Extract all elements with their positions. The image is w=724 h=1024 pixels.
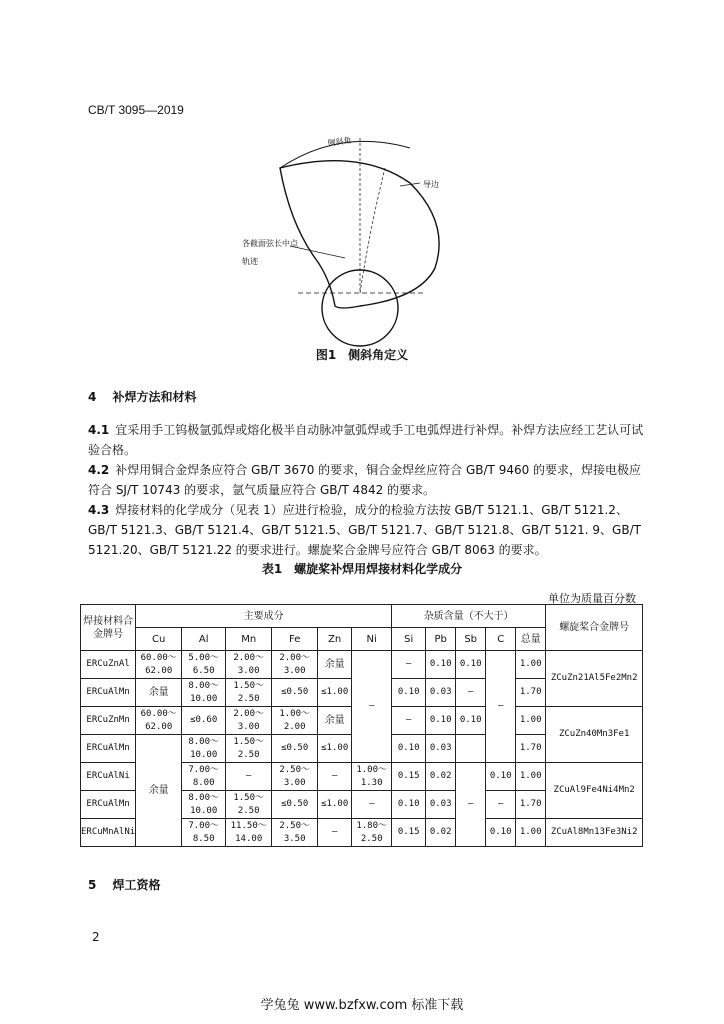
table-cell: 0.10 (392, 791, 426, 819)
table-cell: 0.10 (426, 707, 456, 735)
table-cell: 11.50～14.00 (226, 819, 272, 847)
table-cell: 1.00 (516, 819, 546, 847)
table-cell: 余量 (136, 735, 182, 847)
clause-4-2-text: 补焊用铜合金焊条应符合 GB/T 3670 的要求，铜合金焊丝应符合 GB/T 9460 的要求，焊接电极应符合 SJ/T 10743 的要求，氩气质量应符合 GB/T 4842 的要求。 (88, 463, 642, 497)
col-cu: Cu (136, 628, 182, 651)
table-cell: 0.15 (392, 819, 426, 847)
table-cell: 8.00～10.00 (182, 679, 226, 707)
col-zn: Zn (318, 628, 352, 651)
col-pb: Pb (426, 628, 456, 651)
table-cell: 1.70 (516, 735, 546, 763)
table-caption: 表1 螺旋桨补焊用焊接材料化学成分 (261, 562, 463, 576)
table-cell: ≤1.00 (318, 679, 352, 707)
table-cell: 1.50～2.50 (226, 735, 272, 763)
table-cell: ZCuAl8Mn13Fe3Ni2 (546, 819, 643, 847)
table-cell: — (392, 651, 426, 679)
table-row (81, 651, 643, 679)
label-trajectory-line2: 轨迹 (242, 257, 258, 266)
table-cell: 2.50～3.00 (272, 763, 318, 791)
section-4-number: 4 (88, 390, 97, 404)
table-cell: 2.00～3.00 (226, 651, 272, 679)
chemical-composition-table (80, 604, 643, 847)
table-cell: ERCuAlMn (81, 735, 136, 763)
table-cell: 0.02 (426, 763, 456, 791)
table-cell: ZCuZn21Al5Fe2Mn2 (546, 651, 643, 707)
hub-circle (322, 270, 398, 346)
clause-4-3 (88, 500, 648, 560)
clause-4-1-number: 4.1 (88, 423, 110, 437)
clause-4-2-number: 4.2 (88, 463, 110, 477)
table-cell: ERCuAlMn (81, 679, 136, 707)
table-cell: ERCuAlNi (81, 763, 136, 791)
skew-angle-figure (220, 128, 460, 360)
table-cell: ≤1.00 (318, 735, 352, 763)
table-cell: — (486, 791, 516, 819)
table-cell: ≤0.50 (272, 791, 318, 819)
col-sb: Sb (456, 628, 486, 651)
clause-4-2 (88, 460, 648, 500)
table-cell: ≤0.50 (272, 679, 318, 707)
clause-4-1-text: 宜采用手工钨极氩弧焊或熔化极半自动脉冲氩弧焊或手工电弧焊进行补焊。补焊方法应经工艺认可试验合格。 (88, 423, 644, 457)
clause-4-3-text: 焊接材料的化学成分（见表 1）应进行检验，成分的检验方法按 GB/T 5121.1、GB/T 5121.2、GB/T 5121.3、GB/T 5121.4、GB/T 5121.5、GB/T 5121.7、GB/T 5121.8、GB/T 5121. 9、GB/T 5121.20、GB/T 5121.22 的要求进行。螺旋桨合金牌号应符合 GB/T 8063 的要求。 (88, 503, 641, 557)
page-number: 2 (92, 930, 100, 944)
col-ni: Ni (352, 628, 392, 651)
table-cell: ERCuMnAlNi (81, 819, 136, 847)
table-cell: 5.00～6.50 (182, 651, 226, 679)
table-cell: 1.00 (516, 707, 546, 735)
section-5-title: 焊工资格 (112, 878, 161, 892)
clause-4-1 (88, 420, 648, 460)
label-skew-angle: 侧斜角 (327, 135, 353, 148)
table-cell: 0.10 (392, 679, 426, 707)
table-cell: 2.00～3.00 (226, 707, 272, 735)
table-cell: 1.00 (516, 763, 546, 791)
table-cell: 0.10 (486, 763, 516, 791)
table-cell: 0.02 (426, 819, 456, 847)
table-cell: 60.00～62.00 (136, 707, 182, 735)
table-cell: ERCuZnMn (81, 707, 136, 735)
table-cell: 0.10 (456, 707, 486, 735)
header-material: 焊接材料合金牌号 (81, 605, 136, 651)
table-cell: — (352, 791, 392, 819)
section-5-heading (88, 876, 161, 893)
table-cell: — (318, 819, 352, 847)
table-cell: 余量 (318, 707, 352, 735)
col-mn: Mn (226, 628, 272, 651)
col-c: C (486, 628, 516, 651)
table-cell: 0.03 (426, 679, 456, 707)
table-cell: 1.70 (516, 791, 546, 819)
table-cell: 8.00～10.00 (182, 791, 226, 819)
table-cell: 1.80～2.50 (352, 819, 392, 847)
table-cell: — (392, 707, 426, 735)
table-cell: ERCuAlMn (81, 791, 136, 819)
table-cell (456, 735, 486, 763)
table-cell: 0.03 (426, 735, 456, 763)
table-cell: — (226, 763, 272, 791)
table-cell: 1.00 (516, 651, 546, 679)
table-cell: 2.00～3.00 (272, 651, 318, 679)
table-cell: 0.10 (486, 819, 516, 847)
col-al: Al (182, 628, 226, 651)
table-cell: 0.10 (456, 651, 486, 679)
table-cell: 1.50～2.50 (226, 791, 272, 819)
section-4-title: 补焊方法和材料 (112, 390, 197, 404)
table-cell: 余量 (318, 651, 352, 679)
table-cell: 1.50～2.50 (226, 679, 272, 707)
table-cell: 1.00～1.30 (352, 763, 392, 791)
table-unit: 单位为质量百分数 (548, 592, 636, 605)
table-cell: 0.10 (392, 735, 426, 763)
col-si: Si (392, 628, 426, 651)
table-cell: — (456, 763, 486, 847)
table-cell: ZCuAl9Fe4Ni4Mn2 (546, 763, 643, 819)
trajectory-pointer (290, 246, 345, 258)
table-cell: ≤1.00 (318, 791, 352, 819)
col-fe: Fe (272, 628, 318, 651)
section-5-number: 5 (88, 878, 97, 892)
header-main-components: 主要成分 (136, 605, 392, 628)
table-cell: — (318, 763, 352, 791)
label-trajectory-line1: 各截面弦长中点 (242, 239, 298, 248)
header-propeller-alloy: 螺旋桨合金牌号 (546, 605, 643, 651)
footer-watermark: 学兔兔 www.bzfxw.com 标准下载 (260, 998, 464, 1013)
table-cell: 0.03 (426, 791, 456, 819)
table-cell: 2.50～3.50 (272, 819, 318, 847)
blade-outline (280, 161, 439, 308)
table-cell: 1.00～2.00 (272, 707, 318, 735)
header-impurity: 杂质含量（不大于） (392, 605, 546, 628)
clause-4-3-number: 4.3 (88, 503, 110, 517)
table-cell: 0.10 (426, 651, 456, 679)
table-cell: 8.00～10.00 (182, 735, 226, 763)
table-cell: 7.00～8.50 (182, 819, 226, 847)
table-cell: — (352, 651, 392, 763)
table-cell: ERCuZnAl (81, 651, 136, 679)
label-leading-edge: 导边 (423, 180, 439, 189)
midchord-trajectory (360, 168, 385, 293)
table-cell: 余量 (136, 679, 182, 707)
table-cell: 1.70 (516, 679, 546, 707)
table-cell: 7.00～8.00 (182, 763, 226, 791)
figure-caption: 图1 侧斜角定义 (315, 348, 409, 362)
table-cell: 0.15 (392, 763, 426, 791)
table-cell: — (456, 679, 486, 707)
table-cell: — (486, 651, 516, 763)
table-cell: ≤0.50 (272, 735, 318, 763)
table-cell: ZCuZn40Mn3Fe1 (546, 707, 643, 763)
table-cell: 60.00～62.00 (136, 651, 182, 679)
col-total: 总量 (516, 628, 546, 651)
table-header-row-1 (81, 605, 643, 628)
table-cell: ≤0.60 (182, 707, 226, 735)
standard-number: CB/T 3095—2019 (88, 103, 184, 117)
section-4-heading (88, 388, 197, 405)
